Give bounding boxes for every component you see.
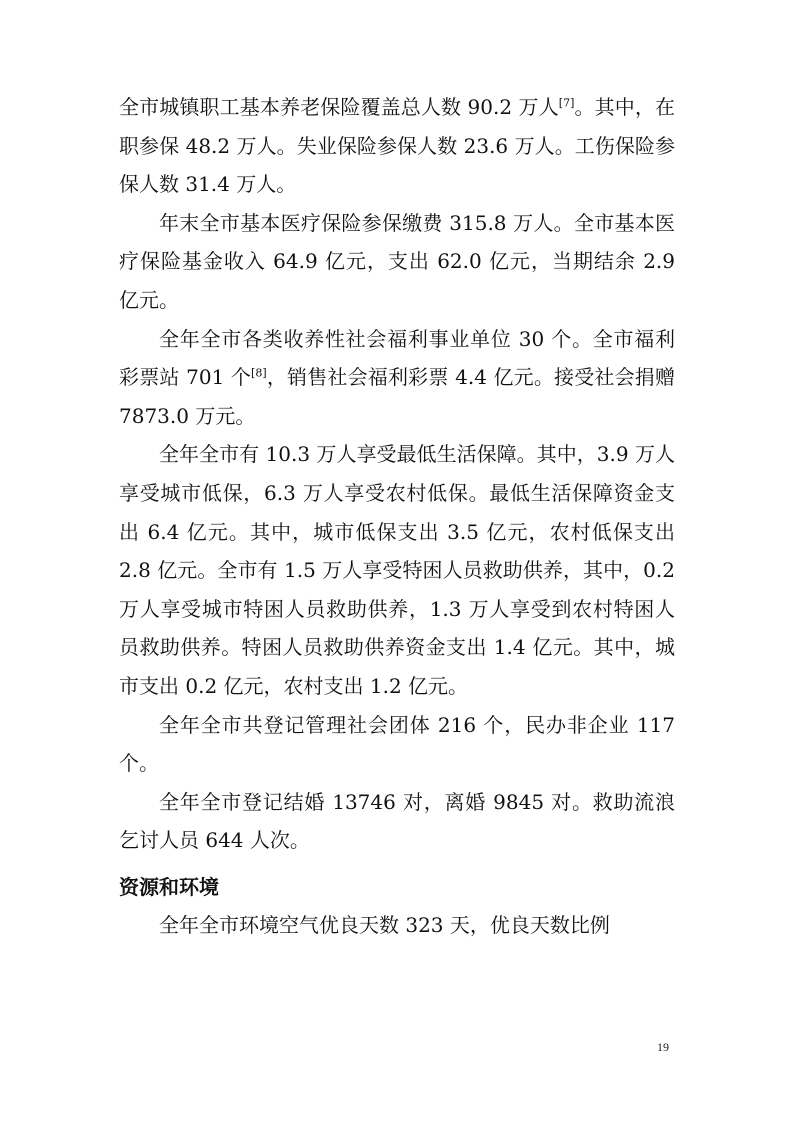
paragraph-social-organizations: 全年全市共登记管理社会团体 216 个，民办非企业 117 个。	[119, 712, 675, 776]
footnote-ref-8[interactable]: [8]	[251, 366, 267, 380]
document-body	[119, 88, 675, 945]
paragraph-minimum-living: 全年全市有 10.3 万人享受最低生活保障。其中，3.9 万人享受城市低保，6.3 万人享受农村低保。最低生活保障资金支出 6.4 亿元。其中，城市低保支出 3.5 亿元，农村低保支出 2.8 亿元。全市有 1.5 万人享受特困人员救助供养，其中，0.2 万人享受城市特困人员救助供养，1.3 万人享受到农村特困人员救助供养。特困人员救助供养资金支出 1.4 亿元。其中，城市支出 0.2 亿元，农村支出 1.2 亿元。	[119, 442, 675, 698]
paragraph-medical-insurance: 年末全市基本医疗保险参保缴费 315.8 万人。全市基本医疗保险基金收入 64.9 亿元，支出 62.0 亿元，当期结余 2.9 亿元。	[119, 210, 675, 312]
page-number: 19	[657, 1040, 669, 1054]
paragraph-marriage: 全年全市登记结婚 13746 对，离婚 9845 对。救助流浪乞讨人员 644 人次。	[119, 789, 675, 853]
paragraph-welfare: 全年全市各类收养性社会福利事业单位 30 个。全市福利彩票站 701 个[8]，销售社会福利彩票 4.4 亿元。接受社会捐赠 7873.0 万元。	[119, 326, 675, 428]
footnote-ref-7[interactable]: [7]	[558, 96, 575, 110]
paragraph-environment: 全年全市环境空气优良天数 323 天，优良天数比例	[159, 913, 610, 938]
section-heading: 资源和环境	[119, 874, 219, 899]
paragraph-pension: 全市城镇职工基本养老保险覆盖总人数 90.2 万人[7]。其中，在职参保 48.2 万人。失业保险参保人数 23.6 万人。工伤保险参保人数 31.4 万人。	[119, 95, 675, 197]
